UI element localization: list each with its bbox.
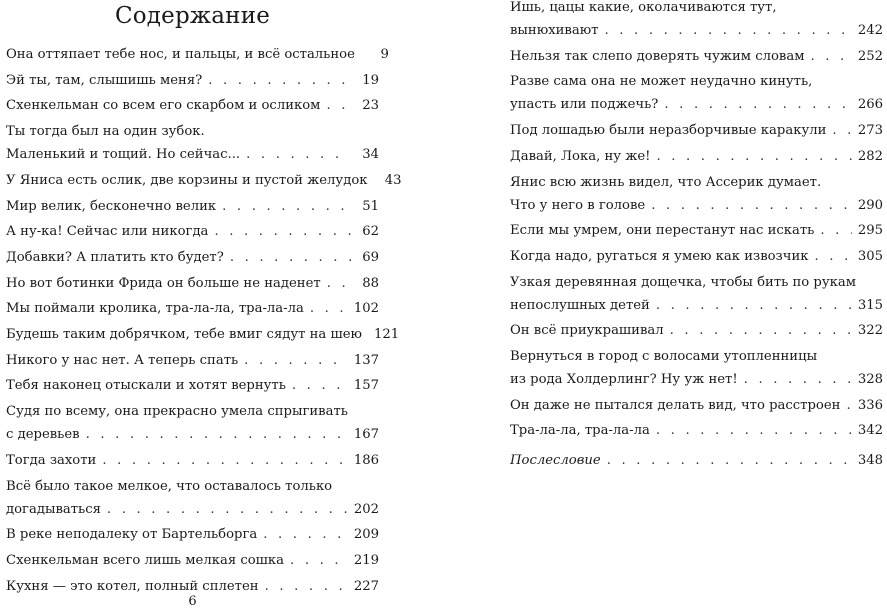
toc-entry-title-line: Судя по всему, она прекрасно умела спрыгивать bbox=[6, 404, 348, 420]
toc-entry[interactable] bbox=[6, 120, 379, 166]
toc-entry-last-line bbox=[510, 219, 883, 242]
toc-entry-last-line bbox=[6, 349, 379, 372]
toc-entry[interactable] bbox=[510, 345, 883, 391]
toc-entry[interactable] bbox=[6, 449, 379, 472]
toc-entry[interactable] bbox=[6, 349, 379, 372]
toc-entry-last-line bbox=[6, 272, 379, 295]
toc-entry[interactable] bbox=[6, 475, 379, 521]
toc-entry-last-line bbox=[510, 419, 883, 442]
toc-entry-title: Тебя наконец отыскали и хотят вернуть bbox=[6, 378, 286, 394]
toc-entry-page: 290 bbox=[857, 197, 883, 213]
toc-entry[interactable] bbox=[510, 171, 883, 217]
toc-entry-last-line bbox=[6, 449, 379, 472]
toc-entry-title: Послесловие bbox=[510, 453, 601, 468]
toc-entry-title: Тогда захоти bbox=[6, 452, 97, 468]
toc-entry-last-line bbox=[510, 449, 883, 472]
toc-entry-page: 295 bbox=[857, 223, 883, 239]
toc-entry-title: Когда надо, ругаться я умею как извозчик bbox=[510, 248, 809, 264]
toc-entry[interactable] bbox=[510, 449, 883, 472]
toc-entry-page: 219 bbox=[353, 552, 379, 568]
toc-entry-title-line: Вернуться в город с волосами утопленницы bbox=[510, 349, 818, 364]
dot-leader bbox=[292, 374, 348, 397]
toc-entry-page: 322 bbox=[857, 323, 883, 339]
toc-entry-page: 51 bbox=[362, 198, 379, 214]
toc-entry-title: Но вот ботинки Фрида он больше не наденет bbox=[6, 275, 321, 291]
toc-entry-title: Давай, Лока, ну же! bbox=[510, 148, 651, 164]
toc-entry-last-line bbox=[510, 319, 883, 342]
toc-entry-last-line bbox=[6, 323, 400, 346]
toc-entry-title: Никого у нас нет. А теперь спать bbox=[6, 352, 239, 368]
toc-entry[interactable] bbox=[510, 70, 883, 116]
toc-entry-page: 328 bbox=[857, 372, 883, 387]
toc-entry-title: Эй ты, там, слышишь меня? bbox=[6, 72, 203, 88]
dot-leader bbox=[607, 449, 852, 472]
toc-entry[interactable] bbox=[6, 523, 379, 546]
toc-entry-last-line bbox=[6, 143, 379, 166]
dot-leader bbox=[604, 19, 851, 42]
toc-entry-last-line bbox=[510, 145, 883, 168]
toc-entry-title: Нельзя так слепо доверять чужим словам bbox=[510, 48, 805, 64]
toc-entry-page: 137 bbox=[353, 352, 379, 368]
toc-entry-page: 305 bbox=[857, 248, 883, 264]
toc-entry-page: 315 bbox=[857, 297, 883, 313]
dot-leader bbox=[664, 93, 851, 116]
toc-entry-page: 282 bbox=[857, 148, 883, 164]
toc-entry[interactable] bbox=[6, 43, 389, 66]
toc-entry-page: 227 bbox=[353, 578, 379, 594]
dot-leader bbox=[327, 272, 351, 295]
toc-entry-title: Мы поймали кролика, тра-ла-ла, тра-ла-ла bbox=[6, 301, 304, 317]
dot-leader bbox=[815, 245, 852, 268]
toc-entry-page: 19 bbox=[362, 72, 379, 88]
toc-entry-page: 121 bbox=[374, 327, 400, 342]
dot-leader bbox=[326, 94, 351, 117]
toc-entry-title: В реке неподалеку от Бартельборга bbox=[6, 527, 258, 543]
dot-leader bbox=[290, 549, 348, 572]
toc-entry-last-line bbox=[510, 194, 883, 217]
toc-entry-title: из рода Холдерлинг? Ну уж нет! bbox=[510, 372, 738, 387]
toc-entry[interactable] bbox=[6, 374, 379, 397]
toc-entry-page: 209 bbox=[353, 527, 379, 543]
toc-entry-title: Схенкельман со всем его скарбом и осликом bbox=[6, 98, 321, 114]
toc-entry-last-line bbox=[510, 19, 883, 42]
dot-leader bbox=[670, 319, 852, 342]
toc-entry-last-line bbox=[510, 245, 883, 268]
toc-entry-title-line: Узкая деревянная дощечка, чтобы бить по рукам bbox=[510, 274, 856, 290]
toc-entry-title-line: Ишь, цацы какие, околачиваются тут, bbox=[510, 0, 777, 15]
toc-entry-title: У Яниса есть ослик, две корзины и пустой желудок bbox=[6, 172, 368, 188]
toc-entry-title: с деревьев bbox=[6, 427, 80, 443]
toc-entry-page: 69 bbox=[362, 249, 379, 265]
toc-entry-title: Под лошадью были неразборчивые каракули bbox=[510, 123, 827, 139]
toc-entry[interactable] bbox=[510, 245, 883, 268]
toc-entry-page: 102 bbox=[353, 301, 379, 317]
dot-leader bbox=[656, 294, 852, 317]
toc-entry-last-line bbox=[510, 119, 883, 142]
toc-entry[interactable] bbox=[510, 394, 883, 417]
toc-entry-last-line bbox=[6, 220, 379, 243]
toc-entry-last-line bbox=[6, 498, 379, 521]
dot-leader bbox=[846, 394, 851, 417]
dot-leader bbox=[656, 419, 852, 442]
toc-entry-page: 202 bbox=[353, 501, 379, 517]
toc-entry[interactable] bbox=[510, 419, 883, 442]
toc-entry[interactable] bbox=[510, 319, 883, 342]
toc-entry-title: Что у него в голове bbox=[510, 197, 646, 213]
dot-leader bbox=[820, 219, 851, 242]
toc-entry-page: 336 bbox=[857, 397, 883, 413]
dot-leader bbox=[214, 220, 351, 243]
toc-entry[interactable] bbox=[6, 94, 379, 117]
toc-entry-title: Если мы умрем, они перестанут нас искать bbox=[510, 223, 815, 239]
toc-entry-page: 62 bbox=[362, 224, 379, 240]
toc-entry-last-line bbox=[6, 246, 379, 269]
toc-entry[interactable] bbox=[510, 219, 883, 242]
dot-leader bbox=[310, 297, 348, 320]
toc-entry-title: Он всё приукрашивал bbox=[510, 323, 664, 339]
toc-entry-last-line bbox=[6, 69, 379, 92]
toc-entry-page: 23 bbox=[362, 98, 379, 114]
toc-entry-title-line: Янис всю жизнь видел, что Ассерик думает. bbox=[510, 174, 822, 190]
toc-entry[interactable] bbox=[510, 119, 883, 142]
toc-entry-title: Мир велик, бесконечно велик bbox=[6, 198, 217, 214]
toc-entry-page: 43 bbox=[384, 172, 402, 188]
toc-entry-page: 157 bbox=[353, 378, 379, 394]
toc-entry[interactable] bbox=[510, 0, 883, 42]
toc-entry-title: непослушных детей bbox=[510, 297, 650, 313]
dot-leader bbox=[651, 194, 852, 217]
toc-entry-title: Кухня — это котел, полный сплетен bbox=[6, 578, 259, 594]
toc-entry[interactable] bbox=[6, 297, 379, 320]
toc-entry[interactable] bbox=[510, 145, 883, 168]
toc-entry-title: Она оттяпает тебе нос, и пальцы, и всё остальное bbox=[6, 47, 355, 62]
toc-entry-last-line bbox=[6, 195, 379, 218]
dot-leader bbox=[230, 246, 351, 269]
toc-entry-last-line bbox=[510, 368, 883, 391]
toc-entry-page: 167 bbox=[353, 427, 379, 443]
toc-entry-page: 186 bbox=[353, 452, 379, 468]
toc-entry[interactable] bbox=[6, 220, 379, 243]
toc-entry[interactable] bbox=[6, 323, 400, 346]
toc-entry-title: Добавки? А платить кто будет? bbox=[6, 249, 224, 265]
toc-entry-last-line bbox=[510, 45, 883, 68]
dot-leader bbox=[222, 195, 351, 218]
toc-entry-page: 252 bbox=[857, 48, 883, 64]
dot-leader bbox=[102, 449, 347, 472]
page-number: 6 bbox=[188, 594, 197, 609]
toc-entry-last-line bbox=[510, 394, 883, 417]
toc-entry-last-line bbox=[6, 423, 379, 446]
dot-leader bbox=[263, 523, 348, 546]
toc-entry-last-line bbox=[6, 43, 389, 66]
toc-entry[interactable] bbox=[510, 271, 883, 317]
toc-entry-title: Схенкельман всего лишь мелкая сошка bbox=[6, 552, 285, 568]
toc-entry-last-line bbox=[510, 294, 883, 317]
toc-entry-last-line bbox=[6, 374, 379, 397]
dot-leader bbox=[744, 368, 852, 391]
toc-entry-title: догадываться bbox=[6, 501, 101, 517]
dot-leader bbox=[107, 498, 348, 521]
page-title: Содержание bbox=[114, 3, 271, 29]
toc-entry[interactable] bbox=[6, 272, 379, 295]
dot-leader bbox=[810, 45, 851, 68]
toc-entry-page: 88 bbox=[362, 275, 379, 291]
toc-entry-title: вынюхивают bbox=[510, 23, 599, 38]
toc-entry-title: Будешь таким добрячком, тебе вмиг сядут на шею bbox=[6, 327, 363, 342]
toc-entry-last-line bbox=[6, 297, 379, 320]
dot-leader bbox=[208, 69, 351, 92]
toc-entry-title: Тра-ла-ла, тра-ла-ла bbox=[510, 423, 650, 439]
toc-entry-last-line bbox=[6, 169, 402, 192]
toc-entry[interactable] bbox=[6, 195, 379, 218]
dot-leader bbox=[832, 119, 851, 142]
toc-entry[interactable] bbox=[510, 45, 883, 68]
dot-leader bbox=[246, 143, 351, 166]
toc-entry-last-line bbox=[6, 523, 379, 546]
toc-entry-page: 273 bbox=[857, 123, 883, 139]
dot-leader bbox=[656, 145, 851, 168]
toc-entry-page: 266 bbox=[857, 97, 883, 113]
toc-entry[interactable] bbox=[6, 549, 379, 572]
toc-entry[interactable] bbox=[6, 400, 379, 446]
toc-entry-title: Маленький и тощий. Но сейчас... bbox=[6, 147, 241, 163]
toc-entry-page: 9 bbox=[380, 47, 389, 62]
toc-entry-title-line: Всё было такое мелкое, что оставалось только bbox=[6, 478, 333, 494]
toc-entry-page: 34 bbox=[362, 147, 379, 163]
toc-entry-page: 342 bbox=[857, 423, 883, 439]
dot-leader bbox=[244, 349, 348, 372]
toc-entry-title: А ну-ка! Сейчас или никогда bbox=[6, 224, 209, 240]
toc-entry-last-line bbox=[6, 549, 379, 572]
toc-entry-page: 348 bbox=[857, 453, 883, 468]
toc-entry[interactable] bbox=[6, 69, 379, 92]
toc-entry-page: 242 bbox=[857, 23, 883, 38]
toc-entry[interactable] bbox=[6, 169, 402, 192]
toc-entry-title: Он даже не пытался делать вид, что расстроен bbox=[510, 397, 841, 413]
toc-entry-last-line bbox=[6, 94, 379, 117]
toc-entry-title-line: Ты тогда был на один зубок. bbox=[6, 124, 205, 140]
toc-entry-last-line bbox=[510, 93, 883, 116]
toc-entry-title-line: Разве сама она не может неудачно кинуть, bbox=[510, 74, 813, 90]
dot-leader bbox=[86, 423, 348, 446]
toc-entry[interactable] bbox=[6, 246, 379, 269]
toc-entry-title: упасть или поджечь? bbox=[510, 97, 659, 113]
